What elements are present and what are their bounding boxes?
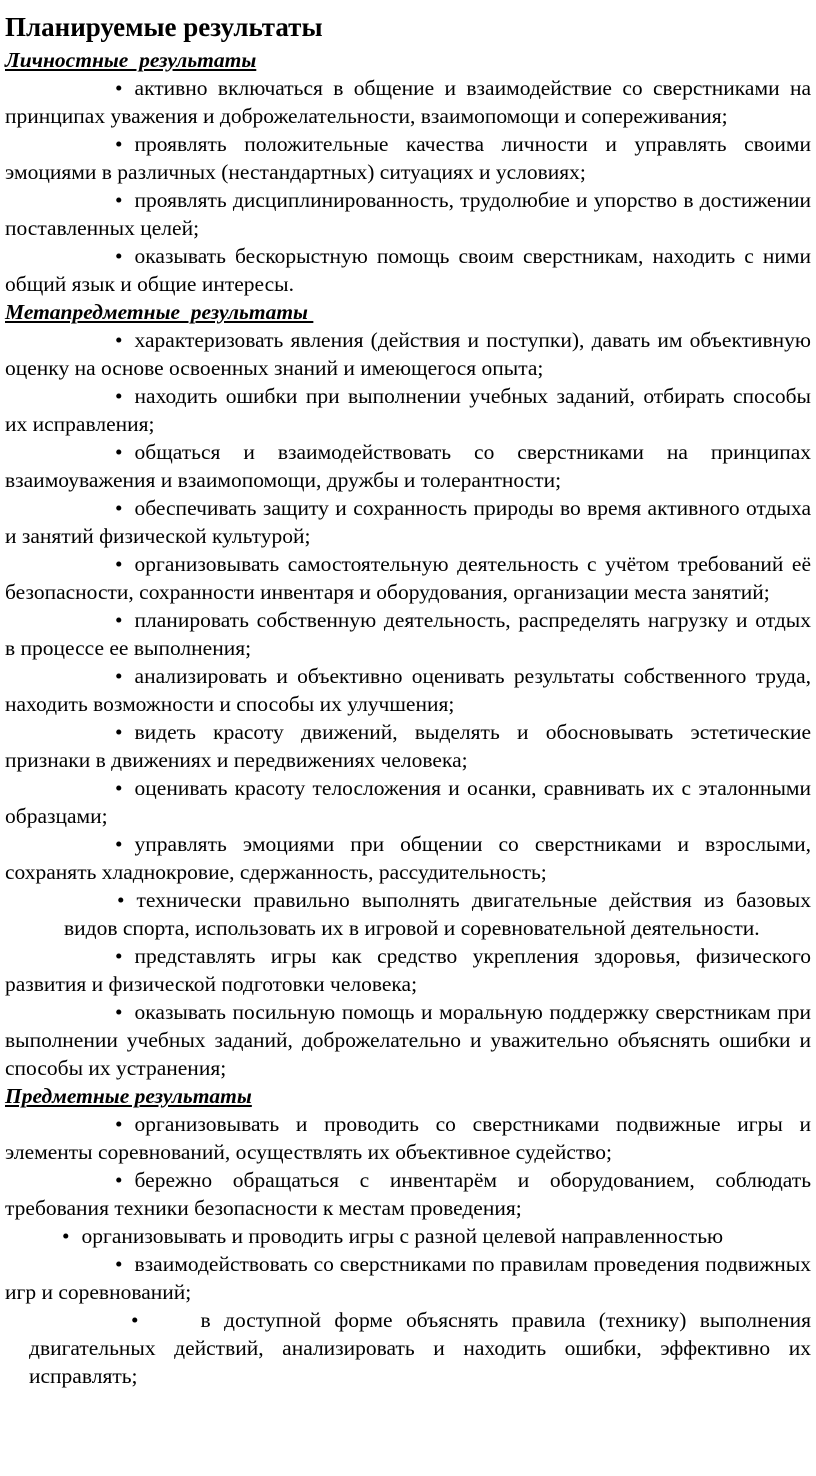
bullet-marker: • xyxy=(115,776,123,800)
section-heading-personal: Личностные результаты xyxy=(5,48,257,72)
list-item xyxy=(5,1250,811,1306)
bullet-marker: • xyxy=(115,328,123,352)
list-item-text: бережно обращаться с инвентарём и оборудованием, соблюдать требования техники безопасности к местам проведения; xyxy=(5,1168,811,1220)
list-item xyxy=(5,494,811,550)
section-subject-results xyxy=(5,1082,811,1390)
list-item xyxy=(5,382,811,438)
list-item xyxy=(5,1166,811,1222)
list-item xyxy=(64,886,811,942)
list-item xyxy=(5,606,811,662)
bullet-marker: • xyxy=(115,188,123,212)
list-item-text: управлять эмоциями при общении со сверстниками и взрослыми, сохранять хладнокровие, сдержанность, рассудительность; xyxy=(5,832,811,884)
bullet-marker: • xyxy=(115,384,123,408)
bullet-marker: • xyxy=(115,1252,123,1276)
bullet-marker: • xyxy=(115,664,123,688)
bullet-marker: • xyxy=(115,1168,123,1192)
list-item-text: видеть красоту движений, выделять и обосновывать эстетические признаки в движениях и передвижениях человека; xyxy=(5,720,811,772)
list-item-text: представлять игры как средство укрепления здоровья, физического развития и физической подготовки человека; xyxy=(5,944,811,996)
list-item-text: анализировать и объективно оценивать результаты собственного труда, находить возможности и способы их улучшения; xyxy=(5,664,811,716)
list-item xyxy=(29,1306,811,1390)
bullet-marker: • xyxy=(115,720,123,744)
list-item-text: оказывать бескорыстную помощь своим сверстникам, находить с ними общий язык и общие интересы. xyxy=(5,244,811,296)
list-item xyxy=(60,1222,811,1250)
list-item-text: характеризовать явления (действия и поступки), давать им объективную оценку на основе освоенных знаний и имеющегося опыта; xyxy=(5,328,811,380)
bullet-marker: • xyxy=(115,1112,123,1136)
list-item-text: взаимодействовать со сверстниками по правилам проведения подвижных игр и соревнований; xyxy=(5,1252,811,1304)
list-item xyxy=(5,1110,811,1166)
bullet-marker: • xyxy=(115,440,123,464)
section-metasubject-results xyxy=(5,298,811,1082)
section-heading-subject: Предметные результаты xyxy=(5,1084,252,1108)
list-item xyxy=(5,186,811,242)
list-item xyxy=(5,830,811,886)
list-item-text: проявлять положительные качества личности и управлять своими эмоциями в различных (нестандартных) ситуациях и условиях; xyxy=(5,132,811,184)
list-item-text: организовывать и проводить игры с разной целевой направленностью xyxy=(81,1224,724,1248)
list-item xyxy=(5,718,811,774)
bullet-marker: • xyxy=(115,496,123,520)
list-item-text: оценивать красоту телосложения и осанки, сравнивать их с эталонными образцами; xyxy=(5,776,811,828)
list-item xyxy=(5,438,811,494)
list-item-text: проявлять дисциплинированность, трудолюбие и упорство в достижении поставленных целей; xyxy=(5,188,811,240)
list-item-text: находить ошибки при выполнении учебных заданий, отбирать способы их исправления; xyxy=(5,384,811,436)
bullet-marker: • xyxy=(115,832,123,856)
list-item-text: организовывать и проводить со сверстниками подвижные игры и элементы соревнований, осуществлять их объективное судейство; xyxy=(5,1112,811,1164)
bullet-marker: • xyxy=(115,76,123,100)
list-item-text: активно включаться в общение и взаимодействие со сверстниками на принципах уважения и доброжелательности, взаимопомощи и сопереживания; xyxy=(5,76,811,128)
list-item xyxy=(5,326,811,382)
bullet-marker: • xyxy=(115,1000,123,1024)
list-item-text: планировать собственную деятельность, распределять нагрузку и отдых в процессе ее выполнения; xyxy=(5,608,811,660)
bullet-marker: • xyxy=(117,888,125,912)
list-item xyxy=(5,550,811,606)
list-item-text: общаться и взаимодействовать со сверстниками на принципах взаимоуважения и взаимопомощи, дружбы и толерантности; xyxy=(5,440,811,492)
list-item-text: организовывать самостоятельную деятельность с учётом требований её безопасности, сохранности инвентаря и оборудования, организации места занятий; xyxy=(5,552,811,604)
list-item xyxy=(5,662,811,718)
list-item xyxy=(5,74,811,130)
list-item-text: в доступной форме объяснять правила (технику) выполнения двигательных действий, анализировать и находить ошибки, эффективно их исправлять; xyxy=(29,1308,811,1388)
bullet-marker: • xyxy=(115,244,123,268)
list-item xyxy=(5,130,811,186)
bullet-marker: • xyxy=(115,132,123,156)
bullet-marker: • xyxy=(115,552,123,576)
bullet-marker: • xyxy=(115,944,123,968)
section-personal-results xyxy=(5,46,811,298)
bullet-marker: • xyxy=(62,1224,70,1248)
list-item-text: обеспечивать защиту и сохранность природы во время активного отдыха и занятий физической культурой; xyxy=(5,496,811,548)
bullet-marker: • xyxy=(131,1308,139,1332)
list-item-text: технически правильно выполнять двигательные действия из базовых видов спорта, использовать их в игровой и соревновательной деятельности. xyxy=(64,888,811,940)
page-title: Планируемые результаты xyxy=(5,12,323,42)
list-item-text: оказывать посильную помощь и моральную поддержку сверстникам при выполнении учебных заданий, доброжелательно и уважительно объяснять ошибки и способы их устранения; xyxy=(5,1000,811,1080)
section-heading-metasubject: Метапредметные результаты xyxy=(5,300,314,324)
list-item xyxy=(5,242,811,298)
list-item xyxy=(5,998,811,1082)
list-item xyxy=(5,774,811,830)
bullet-marker: • xyxy=(115,608,123,632)
list-item xyxy=(5,942,811,998)
